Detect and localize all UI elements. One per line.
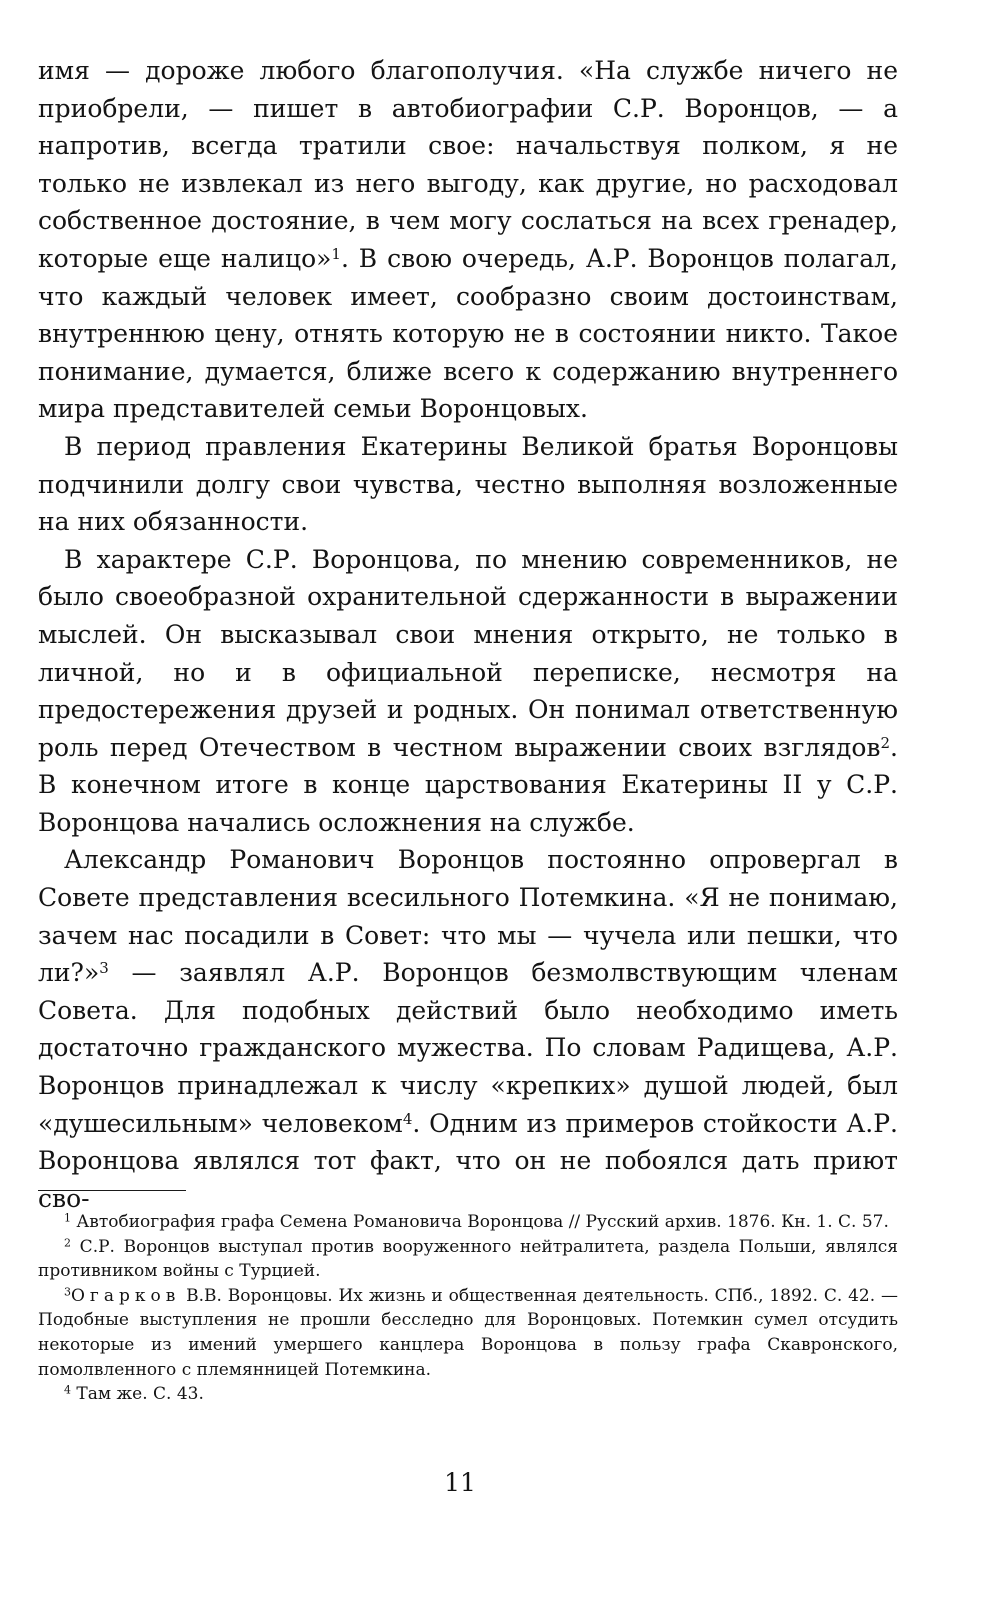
- text-run: В характере С.Р. Воронцова, по мнению современников, не было своеобразной охранительной сдержанности в выражении мыслей. Он высказывал свои мнения открыто, не только в личной, но и в официальной переписке, несмотря на предостережения друзей и родных. Он понимал ответственную роль перед Отечеством в честном выражении своих взглядов: [38, 544, 898, 762]
- footnote: [38, 1382, 898, 1407]
- paragraph: [38, 52, 898, 428]
- footnote-marker: 4: [64, 1383, 71, 1397]
- footnote-marker: 3: [64, 1285, 71, 1299]
- author-name: Огарков: [71, 1285, 181, 1306]
- text-run: Автобиография графа Семена Романовича Воронцова // Русский архив. 1876. Кн. 1. С. 57.: [71, 1212, 889, 1232]
- text-run: — заявлял А.Р. Воронцов безмолвствующим членам Совета. Для подобных действий было необходимо иметь достаточно гражданского мужества. По словам Радищева, А.Р. Воронцов принадлежал к числу «крепких» душой людей, был «душесильным» человеком: [38, 958, 898, 1138]
- footnote-marker: 2: [64, 1236, 71, 1250]
- footnote-marker: 4: [402, 1109, 413, 1128]
- text-run: Александр Романович Воронцов постоянно опровергал в Совете представления всесильного Потемкина. «Я не понимаю, зачем нас посадили в Совет: что мы — чучела или пешки, что ли?»: [38, 845, 898, 988]
- footnotes: [38, 1210, 898, 1407]
- paragraph: [38, 428, 898, 541]
- paragraph: [38, 541, 898, 842]
- text-run: . В свою очередь, А.Р. Воронцов полагал, что каждый человек имеет, сообразно своим достоинствам, внутреннюю цену, отнять которую не в состоянии никто. Такое понимание, думается, ближе всего к содержанию внутреннего мира представителей семьи Воронцовых.: [38, 243, 899, 424]
- footnote-marker: 3: [99, 959, 109, 977]
- text-run: . В конечном итоге в конце царствования Екатерины II у С.Р. Воронцова начались осложнения на службе.: [38, 732, 898, 837]
- text-run: . Одним из примеров стойкости А.Р. Воронцова являлся тот факт, что он не побоялся дать приют сво-: [38, 1108, 899, 1213]
- text-run: С.Р. Воронцов выступал против вооруженного нейтралитета, раздела Польши, являлся противником войны с Турцией.: [38, 1236, 898, 1282]
- text-run: имя — дороже любого благополучия. «На службе ничего не приобрели, — пишет в автобиографии С.Р. Воронцов, — а напротив, всегда тратили свое: начальствуя полком, я не только не извлекал из него выгоду, как другие, но расходовал собственное достояние, в чем могу сослаться на всех гренадер, которые еще налицо»: [38, 56, 898, 273]
- page-number: 11: [444, 1468, 476, 1497]
- footnote-marker: 1: [331, 244, 341, 263]
- text-run: В.В. Воронцовы. Их жизнь и общественная деятельность. СПб., 1892. С. 42. — Подобные выступления не прошли бесследно для Воронцовых. Потемкин сумел отсудить некоторые из имений умершего канцлера Воронцова в пользу графа Скавронского, помолвленного с племянницей Потемкина.: [38, 1285, 898, 1380]
- footnote: [38, 1284, 898, 1382]
- paragraph: [38, 841, 898, 1217]
- text-run: В период правления Екатерины Великой братья Воронцовы подчинили долгу свои чувства, честно выполняя возложенные на них обязанности.: [38, 431, 898, 537]
- footnote: [38, 1235, 898, 1284]
- footnote: [38, 1210, 898, 1235]
- main-text: [38, 52, 898, 1217]
- text-run: Там же. С. 43.: [71, 1384, 204, 1405]
- footnote-divider: [38, 1190, 186, 1191]
- footnote-marker: 2: [880, 733, 891, 752]
- footnote-marker: 1: [64, 1211, 71, 1225]
